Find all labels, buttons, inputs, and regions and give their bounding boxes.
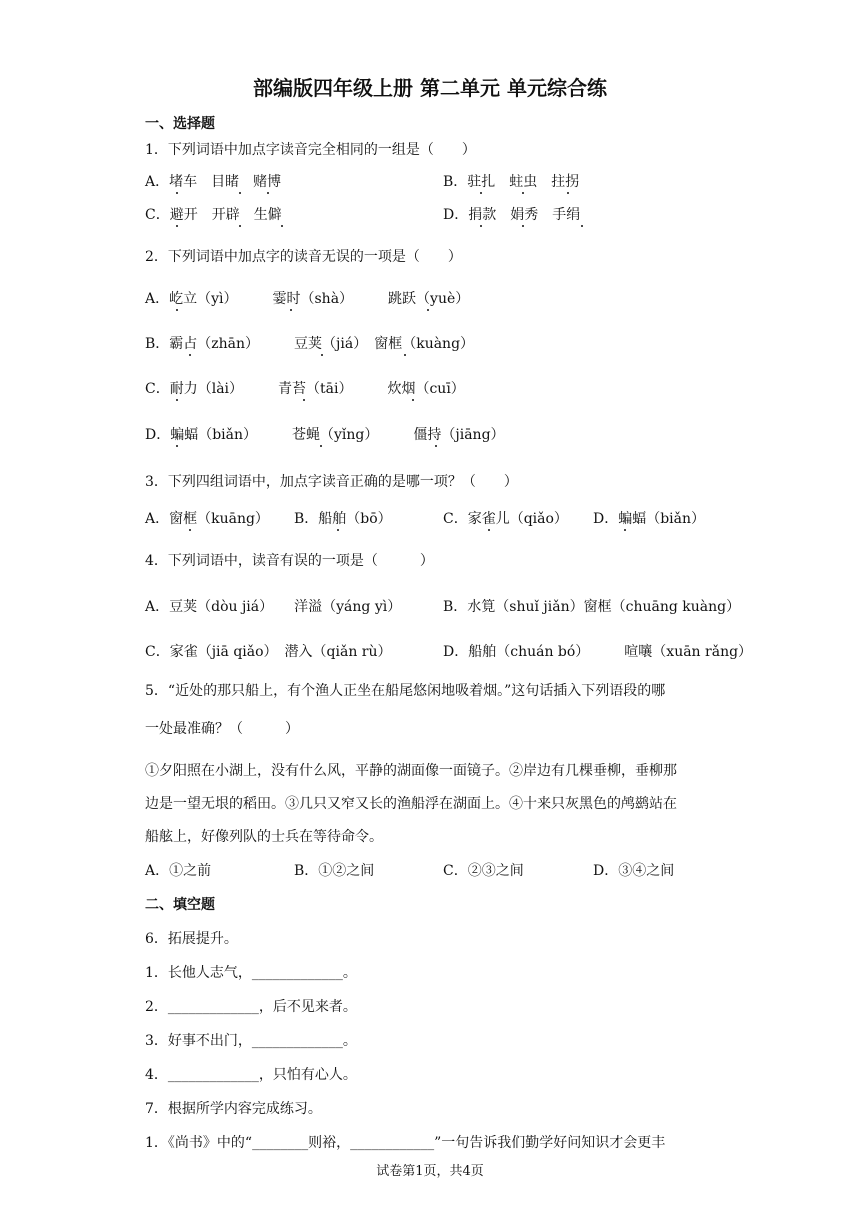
section-heading-choice: 一、选择题 — [145, 116, 215, 132]
question-5-passage-line-3: 船舷上，好像列队的士兵在等待命令。 — [145, 829, 383, 845]
emphasis-dot — [239, 225, 241, 227]
emphasis-dot — [321, 354, 323, 356]
question-4-option-c: C．家雀（jiā qiǎo） 潜入（qiǎn rù） — [145, 644, 392, 660]
emphasis-dot — [522, 192, 524, 194]
question-2-option-b: B．霸占（zhān） 豆荚（jiá） 窗框（kuàng） — [145, 336, 475, 352]
emphasis-dot — [488, 529, 490, 531]
question-6-line-1: 1．长他人志气，_____________。 — [145, 965, 357, 981]
emphasis-dot — [320, 445, 322, 447]
question-2-option-a: A．屹立（yì） 霎时（shà） 跳跃（yuè） — [145, 291, 470, 307]
question-3-option-d: D．蝙蝠（biǎn） — [593, 511, 706, 527]
emphasis-dot — [290, 309, 292, 311]
emphasis-dot — [581, 225, 583, 227]
question-5-option-a: A．①之前 — [145, 863, 212, 879]
emphasis-dot — [176, 445, 178, 447]
question-1-option-a: A．堵车 目睹 赌博 — [145, 174, 282, 190]
question-1-option-c: C．避开 开辟 生僻 — [145, 207, 282, 223]
question-2-option-c: C．耐力（lài） 青苔（tāi） 炊烟（cuī） — [145, 381, 465, 397]
section-heading-fill-blank: 二、填空题 — [145, 897, 215, 913]
question-3-option-c: C．家雀儿（qiǎo） — [443, 511, 568, 527]
emphasis-dot — [567, 192, 569, 194]
question-7-stem: 7．根据所学内容完成练习。 — [145, 1101, 322, 1117]
emphasis-dot — [480, 225, 482, 227]
page-footer: 试卷第1页，共4页 — [376, 1164, 484, 1179]
question-1-option-d: D．捐款 娟秀 手绢 — [443, 207, 581, 223]
question-7-line-1: 1．《尚书》中的“________则裕，____________”一句告诉我们勤学好问知识才会更丰 — [145, 1135, 666, 1151]
question-3-option-a: A．窗框（kuāng） — [145, 511, 269, 527]
question-1-stem: 1．下列词语中加点字读音完全相同的一组是（ ） — [145, 142, 476, 158]
emphasis-dot — [303, 399, 305, 401]
emphasis-dot — [281, 225, 283, 227]
emphasis-dot — [435, 445, 437, 447]
question-3-option-b: B．船舶（bō） — [294, 511, 392, 527]
question-3-stem: 3．下列四组词语中，加点字读音正确的是哪一项？（ ） — [145, 474, 518, 490]
emphasis-dot — [189, 354, 191, 356]
emphasis-dot — [267, 192, 269, 194]
question-5-passage-line-2: 边是一望无垠的稻田。③几只又窄又长的渔船浮在湖面上。④十来只灰黑色的鸬鹚站在 — [145, 796, 677, 812]
question-5-stem-continued: 一处最准确？（ ） — [145, 721, 299, 737]
emphasis-dot — [522, 225, 524, 227]
emphasis-dot — [176, 309, 178, 311]
question-5-passage-line-1: ①夕阳照在小湖上，没有什么风，平静的湖面像一面镜子。②岸边有几棵垂柳，垂柳那 — [145, 763, 677, 779]
question-5-stem: 5．“近处的那只船上，有个渔人正坐在船尾悠闲地吸着烟。”这句话插入下列语段的哪 — [145, 683, 666, 699]
question-2-stem: 2．下列词语中加点字的读音无误的一项是（ ） — [145, 249, 462, 265]
emphasis-dot — [337, 529, 339, 531]
emphasis-dot — [176, 192, 178, 194]
emphasis-dot — [480, 192, 482, 194]
emphasis-dot — [624, 529, 626, 531]
question-4-option-a: A．豆荚（dòu jiá） 洋溢（yáng yì） — [145, 599, 402, 615]
question-4-option-b: B．水筧（shuǐ jiǎn）窗框（chuāng kuàng） — [443, 599, 741, 615]
emphasis-dot — [239, 192, 241, 194]
emphasis-dot — [176, 225, 178, 227]
question-4-option-d: D．船舶（chuán bó） 喧嚷（xuān rǎng） — [443, 644, 753, 660]
question-6-line-3: 3．好事不出门，_____________。 — [145, 1033, 357, 1049]
page-title: 部编版四年级上册 第二单元 单元综合练 — [253, 76, 607, 100]
emphasis-dot — [176, 399, 178, 401]
emphasis-dot — [404, 354, 406, 356]
question-6-line-2: 2．_____________，后不见来者。 — [145, 999, 357, 1015]
question-6-stem: 6．拓展提升。 — [145, 931, 238, 947]
emphasis-dot — [412, 399, 414, 401]
question-5-option-c: C．②③之间 — [443, 863, 524, 879]
question-5-option-b: B．①②之间 — [294, 863, 375, 879]
question-6-line-4: 4．_____________，只怕有心人。 — [145, 1067, 357, 1083]
emphasis-dot — [189, 529, 191, 531]
emphasis-dot — [427, 309, 429, 311]
question-4-stem: 4．下列词语中，读音有误的一项是（ ） — [145, 553, 434, 569]
question-5-option-d: D．③④之间 — [593, 863, 675, 879]
question-2-option-d: D．蝙蝠（biǎn） 苍蝇（yǐng） 僵持（jiāng） — [145, 427, 505, 443]
question-1-option-b: B．驻扎 蛀虫 拄拐 — [443, 174, 580, 190]
